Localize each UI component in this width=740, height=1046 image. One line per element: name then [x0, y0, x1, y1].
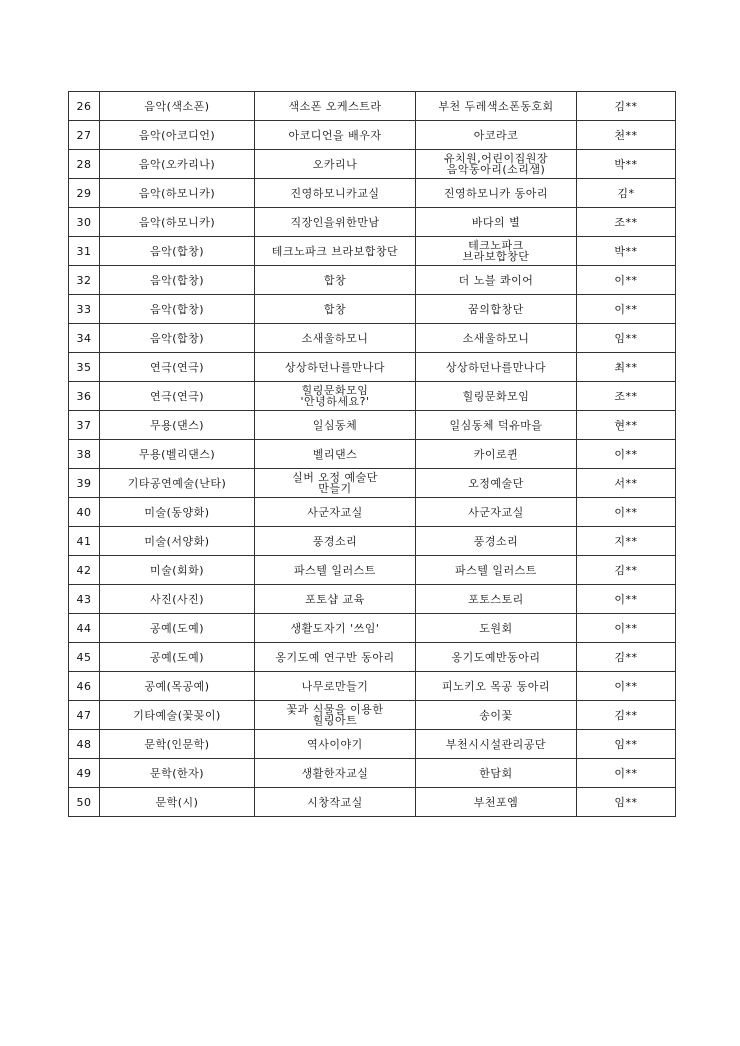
group-cell: 아코라코	[416, 121, 577, 150]
genre-cell: 음악(아코디언)	[100, 121, 255, 150]
group-cell: 진영하모니카 동아리	[416, 179, 577, 208]
program-cell: 힐링문화모임 '안녕하세요?'	[255, 382, 416, 411]
table-row	[69, 498, 676, 527]
group-cell: 포토스토리	[416, 585, 577, 614]
row-number-cell: 43	[69, 585, 100, 614]
program-cell: 실버 오정 예술단 만들기	[255, 469, 416, 498]
row-number-cell: 33	[69, 295, 100, 324]
genre-cell: 공예(목공예)	[100, 672, 255, 701]
genre-cell: 음악(합창)	[100, 266, 255, 295]
program-cell: 일심동체	[255, 411, 416, 440]
genre-cell: 음악(하모니카)	[100, 179, 255, 208]
row-number-cell: 35	[69, 353, 100, 382]
genre-cell: 미술(동양화)	[100, 498, 255, 527]
genre-cell: 문학(한자)	[100, 759, 255, 788]
row-number-cell: 36	[69, 382, 100, 411]
program-cell: 벨리댄스	[255, 440, 416, 469]
group-cell: 한담회	[416, 759, 577, 788]
group-cell: 카이로퀸	[416, 440, 577, 469]
group-cell: 소새울하모니	[416, 324, 577, 353]
program-cell: 포토샵 교육	[255, 585, 416, 614]
leader-cell: 김**	[577, 556, 676, 585]
leader-cell: 지**	[577, 527, 676, 556]
table-row	[69, 92, 676, 121]
table-row	[69, 121, 676, 150]
genre-cell: 미술(서양화)	[100, 527, 255, 556]
leader-cell: 이**	[577, 614, 676, 643]
group-cell: 피노키오 목공 동아리	[416, 672, 577, 701]
table-row	[69, 440, 676, 469]
genre-cell: 음악(합창)	[100, 295, 255, 324]
table-row	[69, 527, 676, 556]
group-cell: 오정예술단	[416, 469, 577, 498]
program-cell: 아코디언을 배우자	[255, 121, 416, 150]
table-row	[69, 585, 676, 614]
row-number-cell: 37	[69, 411, 100, 440]
program-cell: 합창	[255, 295, 416, 324]
genre-cell: 문학(인문학)	[100, 730, 255, 759]
row-number-cell: 40	[69, 498, 100, 527]
leader-cell: 이**	[577, 266, 676, 295]
leader-cell: 조**	[577, 208, 676, 237]
table-row	[69, 324, 676, 353]
program-cell: 사군자교실	[255, 498, 416, 527]
group-cell: 더 노블 콰이어	[416, 266, 577, 295]
row-number-cell: 30	[69, 208, 100, 237]
genre-cell: 기타공연예술(난타)	[100, 469, 255, 498]
leader-cell: 현**	[577, 411, 676, 440]
genre-cell: 음악(색소폰)	[100, 92, 255, 121]
group-cell: 상상하던나를만나다	[416, 353, 577, 382]
table-row	[69, 411, 676, 440]
leader-cell: 박**	[577, 150, 676, 179]
program-cell: 생활한자교실	[255, 759, 416, 788]
table-row	[69, 614, 676, 643]
genre-cell: 연극(연극)	[100, 353, 255, 382]
program-cell: 진영하모니카교실	[255, 179, 416, 208]
group-cell: 바다의 별	[416, 208, 577, 237]
leader-cell: 임**	[577, 324, 676, 353]
table-row	[69, 788, 676, 817]
leader-cell: 김**	[577, 643, 676, 672]
program-cell: 꽃과 식물을 이용한 힐링아트	[255, 701, 416, 730]
group-cell: 도원회	[416, 614, 577, 643]
row-number-cell: 46	[69, 672, 100, 701]
leader-cell: 이**	[577, 498, 676, 527]
row-number-cell: 29	[69, 179, 100, 208]
leader-cell: 이**	[577, 440, 676, 469]
row-number-cell: 34	[69, 324, 100, 353]
genre-cell: 기타예술(꽃꽂이)	[100, 701, 255, 730]
program-cell: 오카리나	[255, 150, 416, 179]
genre-cell: 공예(도예)	[100, 614, 255, 643]
leader-cell: 임**	[577, 788, 676, 817]
row-number-cell: 41	[69, 527, 100, 556]
genre-cell: 무용(벨리댄스)	[100, 440, 255, 469]
genre-cell: 음악(합창)	[100, 324, 255, 353]
group-cell: 일심동체 덕유마을	[416, 411, 577, 440]
table-row	[69, 353, 676, 382]
table-row	[69, 150, 676, 179]
row-number-cell: 32	[69, 266, 100, 295]
group-cell: 테크노파크 브라보합창단	[416, 237, 577, 266]
row-number-cell: 50	[69, 788, 100, 817]
row-number-cell: 38	[69, 440, 100, 469]
table-row	[69, 759, 676, 788]
genre-cell: 미술(회화)	[100, 556, 255, 585]
program-cell: 상상하던나를만나다	[255, 353, 416, 382]
program-cell: 파스텔 일러스트	[255, 556, 416, 585]
leader-cell: 임**	[577, 730, 676, 759]
leader-cell: 김**	[577, 92, 676, 121]
table-row	[69, 469, 676, 498]
leader-cell: 이**	[577, 295, 676, 324]
row-number-cell: 47	[69, 701, 100, 730]
genre-cell: 음악(오카리나)	[100, 150, 255, 179]
row-number-cell: 28	[69, 150, 100, 179]
program-cell: 합창	[255, 266, 416, 295]
row-number-cell: 27	[69, 121, 100, 150]
leader-cell: 이**	[577, 759, 676, 788]
genre-cell: 사진(사진)	[100, 585, 255, 614]
table-row	[69, 730, 676, 759]
club-list-table	[68, 91, 676, 817]
table-row	[69, 266, 676, 295]
table-body	[69, 92, 676, 817]
row-number-cell: 44	[69, 614, 100, 643]
program-cell: 풍경소리	[255, 527, 416, 556]
group-cell: 사군자교실	[416, 498, 577, 527]
leader-cell: 조**	[577, 382, 676, 411]
leader-cell: 김**	[577, 701, 676, 730]
program-cell: 소새울하모니	[255, 324, 416, 353]
row-number-cell: 45	[69, 643, 100, 672]
group-cell: 파스텔 일러스트	[416, 556, 577, 585]
program-cell: 시창작교실	[255, 788, 416, 817]
program-cell: 나무로만들기	[255, 672, 416, 701]
genre-cell: 문학(시)	[100, 788, 255, 817]
leader-cell: 천**	[577, 121, 676, 150]
group-cell: 힐링문화모임	[416, 382, 577, 411]
group-cell: 꿈의합창단	[416, 295, 577, 324]
row-number-cell: 48	[69, 730, 100, 759]
table-row	[69, 295, 676, 324]
program-cell: 역사이야기	[255, 730, 416, 759]
leader-cell: 박**	[577, 237, 676, 266]
group-cell: 부천시시설관리공단	[416, 730, 577, 759]
row-number-cell: 49	[69, 759, 100, 788]
leader-cell: 이**	[577, 585, 676, 614]
table-row	[69, 208, 676, 237]
program-cell: 생활도자기 '쓰임'	[255, 614, 416, 643]
leader-cell: 서**	[577, 469, 676, 498]
table-row	[69, 701, 676, 730]
table-row	[69, 643, 676, 672]
program-cell: 옹기도예 연구반 동아리	[255, 643, 416, 672]
program-cell: 테크노파크 브라보합창단	[255, 237, 416, 266]
group-cell: 부천포엠	[416, 788, 577, 817]
table-row	[69, 237, 676, 266]
leader-cell: 최**	[577, 353, 676, 382]
program-cell: 색소폰 오케스트라	[255, 92, 416, 121]
group-cell: 풍경소리	[416, 527, 577, 556]
genre-cell: 음악(합창)	[100, 237, 255, 266]
genre-cell: 연극(연극)	[100, 382, 255, 411]
row-number-cell: 31	[69, 237, 100, 266]
group-cell: 송이꽃	[416, 701, 577, 730]
genre-cell: 공예(도예)	[100, 643, 255, 672]
row-number-cell: 26	[69, 92, 100, 121]
group-cell: 유치원,어린이집원장 음악동아리(소리샘)	[416, 150, 577, 179]
leader-cell: 이**	[577, 672, 676, 701]
row-number-cell: 39	[69, 469, 100, 498]
leader-cell: 김*	[577, 179, 676, 208]
group-cell: 부천 두레색소폰동호회	[416, 92, 577, 121]
genre-cell: 무용(댄스)	[100, 411, 255, 440]
genre-cell: 음악(하모니카)	[100, 208, 255, 237]
table-row	[69, 179, 676, 208]
table-row	[69, 672, 676, 701]
program-cell: 직장인을위한만남	[255, 208, 416, 237]
table-row	[69, 382, 676, 411]
row-number-cell: 42	[69, 556, 100, 585]
group-cell: 옹기도예반동아리	[416, 643, 577, 672]
table-row	[69, 556, 676, 585]
